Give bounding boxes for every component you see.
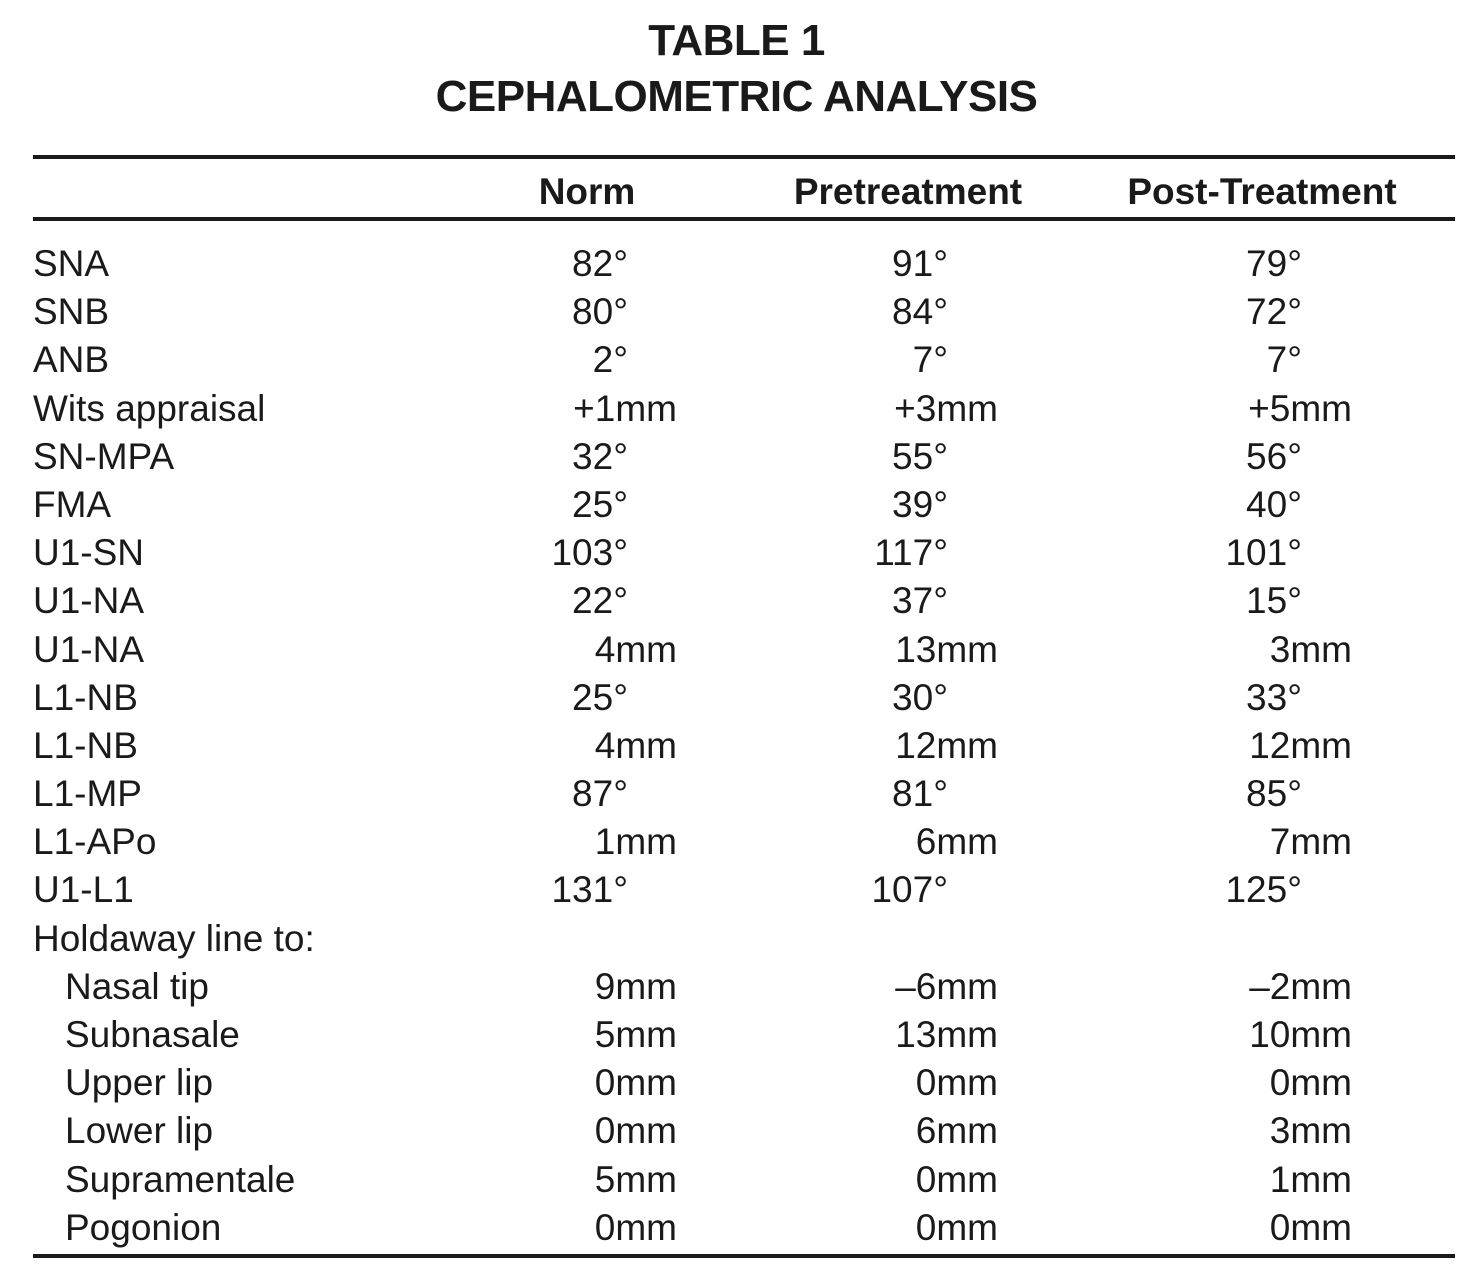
cell-pretreatment: 117° xyxy=(874,532,948,574)
cell-norm: 0mm xyxy=(594,1110,677,1152)
cell-post-treatment: 7° xyxy=(1266,339,1302,381)
cell-post-treatment: 33° xyxy=(1246,676,1302,718)
cell-post-treatment: +5mm xyxy=(1248,387,1352,429)
row-label: U1-SN xyxy=(33,532,145,574)
row-label: Wits appraisal xyxy=(33,387,266,429)
cell-post-treatment: 3mm xyxy=(1269,1110,1352,1152)
cell-norm: 25° xyxy=(572,676,628,718)
row-label: SN-MPA xyxy=(33,435,175,477)
cell-post-treatment: 15° xyxy=(1246,580,1302,622)
section-label: Holdaway line to: xyxy=(33,917,315,959)
cell-post-treatment: 101° xyxy=(1225,532,1302,574)
cell-post-treatment: 10mm xyxy=(1249,1014,1352,1055)
cell-pretreatment: 6mm xyxy=(915,1110,998,1152)
cell-norm: 32° xyxy=(572,435,628,477)
row-label: U1-NA xyxy=(33,580,145,622)
cell-pretreatment: 7° xyxy=(912,339,948,381)
row-label: Subnasale xyxy=(65,1014,240,1055)
cell-post-treatment: 85° xyxy=(1246,773,1302,815)
cell-post-treatment: 0mm xyxy=(1269,1062,1352,1104)
table-subtitle: CEPHALOMETRIC ANALYSIS xyxy=(435,72,1038,121)
table-row xyxy=(33,1011,1455,1059)
table-row xyxy=(33,963,1455,1011)
row-label: U1-L1 xyxy=(33,869,134,911)
cell-post-treatment: 79° xyxy=(1246,243,1302,284)
cell-pretreatment: –6mm xyxy=(895,965,998,1007)
cell-norm: 25° xyxy=(572,483,628,525)
section-row-holdaway xyxy=(33,915,1455,963)
table-row xyxy=(33,626,1455,674)
cell-norm: 87° xyxy=(572,773,628,815)
cell-post-treatment: 0mm xyxy=(1269,1206,1352,1248)
row-label: SNB xyxy=(33,291,110,333)
cell-pretreatment: 12mm xyxy=(895,724,998,766)
table-row xyxy=(33,240,1455,288)
row-label: Supramentale xyxy=(65,1158,296,1200)
cell-pretreatment: +3mm xyxy=(894,387,998,429)
table-row xyxy=(33,577,1455,625)
table-row xyxy=(33,481,1455,529)
table-row xyxy=(33,674,1455,722)
table-row xyxy=(33,336,1455,384)
row-label: L1-NB xyxy=(33,724,138,766)
table-row xyxy=(33,818,1455,866)
cell-pretreatment: 0mm xyxy=(915,1062,998,1104)
cell-norm: 0mm xyxy=(594,1062,677,1104)
table-row xyxy=(33,1107,1455,1155)
column-header-norm: Norm xyxy=(538,171,636,212)
cell-post-treatment: 1mm xyxy=(1269,1158,1352,1200)
row-label: L1-MP xyxy=(33,773,142,815)
cell-pretreatment: 0mm xyxy=(915,1158,998,1200)
top-rule xyxy=(33,155,1455,159)
cell-norm: 9mm xyxy=(594,965,677,1007)
table-row xyxy=(33,1204,1455,1252)
table-title: TABLE 1 xyxy=(648,16,825,65)
table-row xyxy=(33,288,1455,336)
cell-post-treatment: 7mm xyxy=(1269,821,1352,863)
cell-pretreatment: 13mm xyxy=(895,1014,998,1055)
row-label: L1-APo xyxy=(33,821,157,863)
cell-norm: 4mm xyxy=(594,724,677,766)
cell-pretreatment: 84° xyxy=(892,291,948,333)
cell-pretreatment: 39° xyxy=(892,483,948,525)
table-row xyxy=(33,385,1455,433)
row-label: L1-NB xyxy=(33,676,138,718)
cell-pretreatment: 6mm xyxy=(915,821,998,863)
cell-post-treatment: 3mm xyxy=(1269,628,1352,670)
row-label: U1-NA xyxy=(33,628,145,670)
cell-norm: 4mm xyxy=(594,628,677,670)
cell-norm: 1mm xyxy=(594,821,677,863)
table-row xyxy=(33,1156,1455,1204)
cell-norm: 103° xyxy=(551,532,628,574)
cell-post-treatment: 56° xyxy=(1246,435,1302,477)
cell-pretreatment: 81° xyxy=(892,773,948,815)
table-row xyxy=(33,1059,1455,1107)
row-label: ANB xyxy=(33,339,110,381)
column-header-post-treatment: Post-Treatment xyxy=(1127,171,1397,212)
cell-norm: 131° xyxy=(551,869,628,911)
cell-norm: 22° xyxy=(572,580,628,622)
column-header-pretreatment: Pretreatment xyxy=(793,171,1023,212)
cell-post-treatment: 40° xyxy=(1246,483,1302,525)
cell-norm: 82° xyxy=(572,243,628,284)
row-label: FMA xyxy=(33,483,112,525)
table-row xyxy=(33,529,1455,577)
cell-norm: 5mm xyxy=(594,1158,677,1200)
row-label: Lower lip xyxy=(65,1110,214,1152)
cell-post-treatment: 125° xyxy=(1225,869,1302,911)
cell-norm: 2° xyxy=(592,339,628,381)
cell-post-treatment: –2mm xyxy=(1249,965,1352,1007)
row-label: SNA xyxy=(33,243,110,284)
row-label: Nasal tip xyxy=(65,965,209,1007)
cell-pretreatment: 107° xyxy=(871,869,948,911)
cell-post-treatment: 72° xyxy=(1246,291,1302,333)
bottom-rule xyxy=(33,1254,1455,1258)
cell-norm: 80° xyxy=(572,291,628,333)
cell-pretreatment: 30° xyxy=(892,676,948,718)
table-row xyxy=(33,866,1455,914)
row-label: Upper lip xyxy=(65,1062,214,1104)
table-row xyxy=(33,770,1455,818)
cell-pretreatment: 13mm xyxy=(895,628,998,670)
header-rule xyxy=(33,217,1455,221)
cell-pretreatment: 91° xyxy=(892,243,948,284)
cell-post-treatment: 12mm xyxy=(1249,724,1352,766)
cell-pretreatment: 0mm xyxy=(915,1206,998,1248)
table-row xyxy=(33,433,1455,481)
cell-pretreatment: 55° xyxy=(892,435,948,477)
cell-pretreatment: 37° xyxy=(892,580,948,622)
cell-norm: 5mm xyxy=(594,1014,677,1055)
cell-norm: 0mm xyxy=(594,1206,677,1248)
row-label: Pogonion xyxy=(65,1206,222,1248)
table-row xyxy=(33,722,1455,770)
cell-norm: +1mm xyxy=(573,387,677,429)
table-body xyxy=(33,240,1455,1252)
